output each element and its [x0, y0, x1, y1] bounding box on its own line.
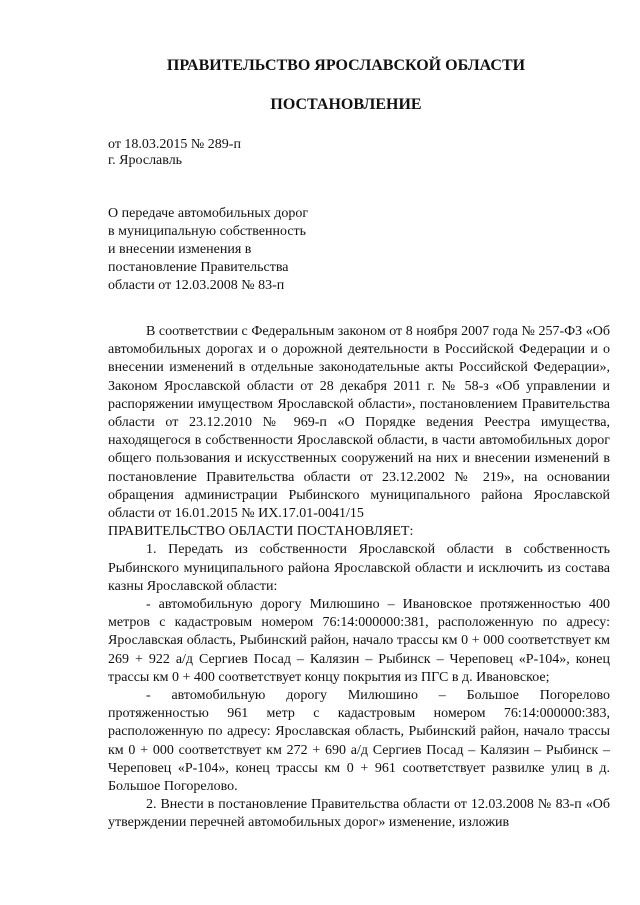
- subject-line: в муниципальную собственность: [108, 224, 307, 239]
- decree-city: г. Ярославль: [108, 153, 183, 168]
- subject-line: О передаче автомобильных дорог: [108, 206, 309, 221]
- document-type-title: ПОСТАНОВЛЕНИЕ: [270, 96, 422, 113]
- item-2-paragraph: 2. Внести в постановление Правительства области от 12.03.2008 № 83-п «Об утверждении перечней автомобильных дорог» изменение, изложив: [108, 797, 610, 831]
- item-1-road-2-paragraph: - автомобильную дорогу Милюшино – Большое Погорелово протяженностью 961 метр с кадастровым номером 76:14:000000:383, расположенную по адресу: Ярославская область, Рыбинский район, начало трассы км 0 + 000 соответствует км 272 + 690 а/д Сергиев Посад – Калязин – Рыбинск – Череповец «Р-104», конец трассы км 0 + 961 соответствует развилке улиц в д. Большое Погорелово.: [108, 688, 610, 795]
- item-1-road-1-paragraph: - автомобильную дорогу Милюшино – Ивановское протяженностью 400 метров с кадастровым номером 76:14:000000:381, расположенную по адресу: Ярославская область, Рыбинский район, начало трассы км 0 + 000 соответствует км 269 + 922 а/д Сергиев Посад – Калязин – Рыбинск – Череповец «Р-104», конец трассы км 0 + 400 соответствует концу покрытия из ПГС в д. Ивановское;: [108, 597, 610, 685]
- decree-date-number: от 18.03.2015 № 289-п: [108, 137, 241, 152]
- resolves-line: ПРАВИТЕЛЬСТВО ОБЛАСТИ ПОСТАНОВЛЯЕТ:: [108, 524, 414, 540]
- government-title: ПРАВИТЕЛЬСТВО ЯРОСЛАВСКОЙ ОБЛАСТИ: [166, 57, 526, 74]
- decree-subject: [108, 205, 348, 295]
- decree-body: [108, 323, 610, 832]
- subject-line: постановление Правительства: [108, 260, 289, 275]
- preamble-paragraph: В соответствии с Федеральным законом от 8 ноября 2007 года № 257-ФЗ «Об автомобильных дорогах и о дорожной деятельности в Российской Федерации и о внесении изменений в отдельные законодательные акты Российской Федерации», Законом Ярославской области от 28 декабря 2011 г. № 58-з «Об управлении и распоряжении имуществом Ярославской области», постановлением Правительства области от 23.12.2010 № 969-п «О Порядке ведения Реестра имущества, находящегося в собственности Ярославской области, в части автомобильных дорог общего пользования и искусственных сооружений на них и внесении изменений в постановление Правительства области от 23.12.2002 № 219», на основании обращения администрации Рыбинского муниципального района Ярославской области от 16.01.2015 № ИХ.17.01-0041/15: [108, 324, 610, 522]
- subject-line: и внесении изменения в: [108, 242, 252, 257]
- subject-line: области от 12.03.2008 № 83-п: [108, 278, 285, 293]
- item-1-paragraph: 1. Передать из собственности Ярославской области в собственность Рыбинского муниципального района Ярославской области и исключить из состава казны Ярославской области:: [108, 542, 610, 594]
